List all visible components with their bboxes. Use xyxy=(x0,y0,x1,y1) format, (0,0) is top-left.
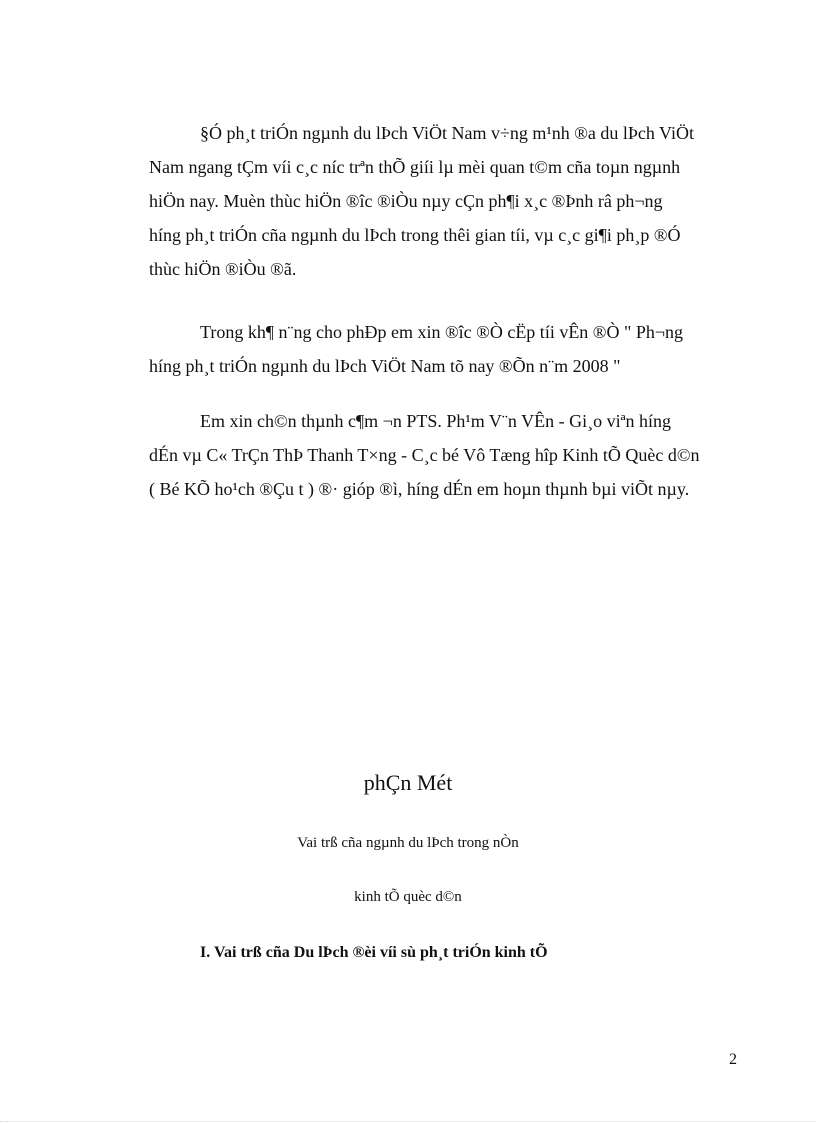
paragraph-line: Em xin ch©n thµnh c¶m ¬n PTS. Ph¹m V¨n VÊn - Gi¸o viªn híng xyxy=(200,411,672,431)
paragraph-line: hiÖn nay. Muèn thùc hiÖn ®îc ®iÒu nµy cÇn ph¶i x¸c ®Þnh râ ph¬ng xyxy=(149,191,663,211)
paragraph-line: Nam ngang tÇm víi c¸c níc trªn thÕ giíi lµ mèi quan t©m cña toµn ngµnh xyxy=(149,157,681,177)
page-bottom-divider xyxy=(0,1121,816,1122)
paragraph-topic xyxy=(149,315,731,383)
paragraph-line: híng ph¸t triÓn ngµnh du lÞch ViÖt Nam tõ nay ®Õn n¨m 2008 " xyxy=(149,356,621,376)
paragraph-line: §Ó ph¸t triÓn ngµnh du lÞch ViÖt Nam v÷ng m¹nh ®a du lÞch ViÖt xyxy=(200,123,694,143)
part-title: phÇn Mét xyxy=(363,770,453,795)
paragraph-line: híng ph¸t triÓn cña ngµnh du lÞch trong thêi gian tíi, vµ c¸c gi¶i ph¸p ®Ó xyxy=(149,225,681,245)
chapter-subtitle-line-2: kinh tÕ quèc d©n xyxy=(354,889,462,905)
paragraph-line: dÉn vµ C« TrÇn ThÞ Thanh T×ng - C¸c bé Vô Tæng hîp Kinh tÕ Quèc d©n xyxy=(149,445,700,465)
paragraph-line: Trong kh¶ n¨ng cho phÐp em xin ®îc ®Ò cËp tíi vÊn ®Ò " Ph¬ng xyxy=(200,322,683,342)
chapter-subtitle-line-1: Vai trß cña ngµnh du lÞch trong nÒn xyxy=(297,835,519,851)
paragraph-acknowledgement xyxy=(149,404,731,506)
paragraph-line: ( Bé KÕ ho¹ch ®Çu t ) ®· gióp ®ì, híng dÉn em hoµn thµnh bµi viÕt nµy. xyxy=(149,479,690,499)
section-heading: I. Vai trß cña Du lÞch ®èi víi sù ph¸t triÓn kinh tÕ xyxy=(200,944,548,961)
paragraph-intro xyxy=(149,116,731,286)
paragraph-line: thùc hiÖn ®iÒu ®ã. xyxy=(149,259,297,279)
page-number: 2 xyxy=(729,1051,737,1068)
